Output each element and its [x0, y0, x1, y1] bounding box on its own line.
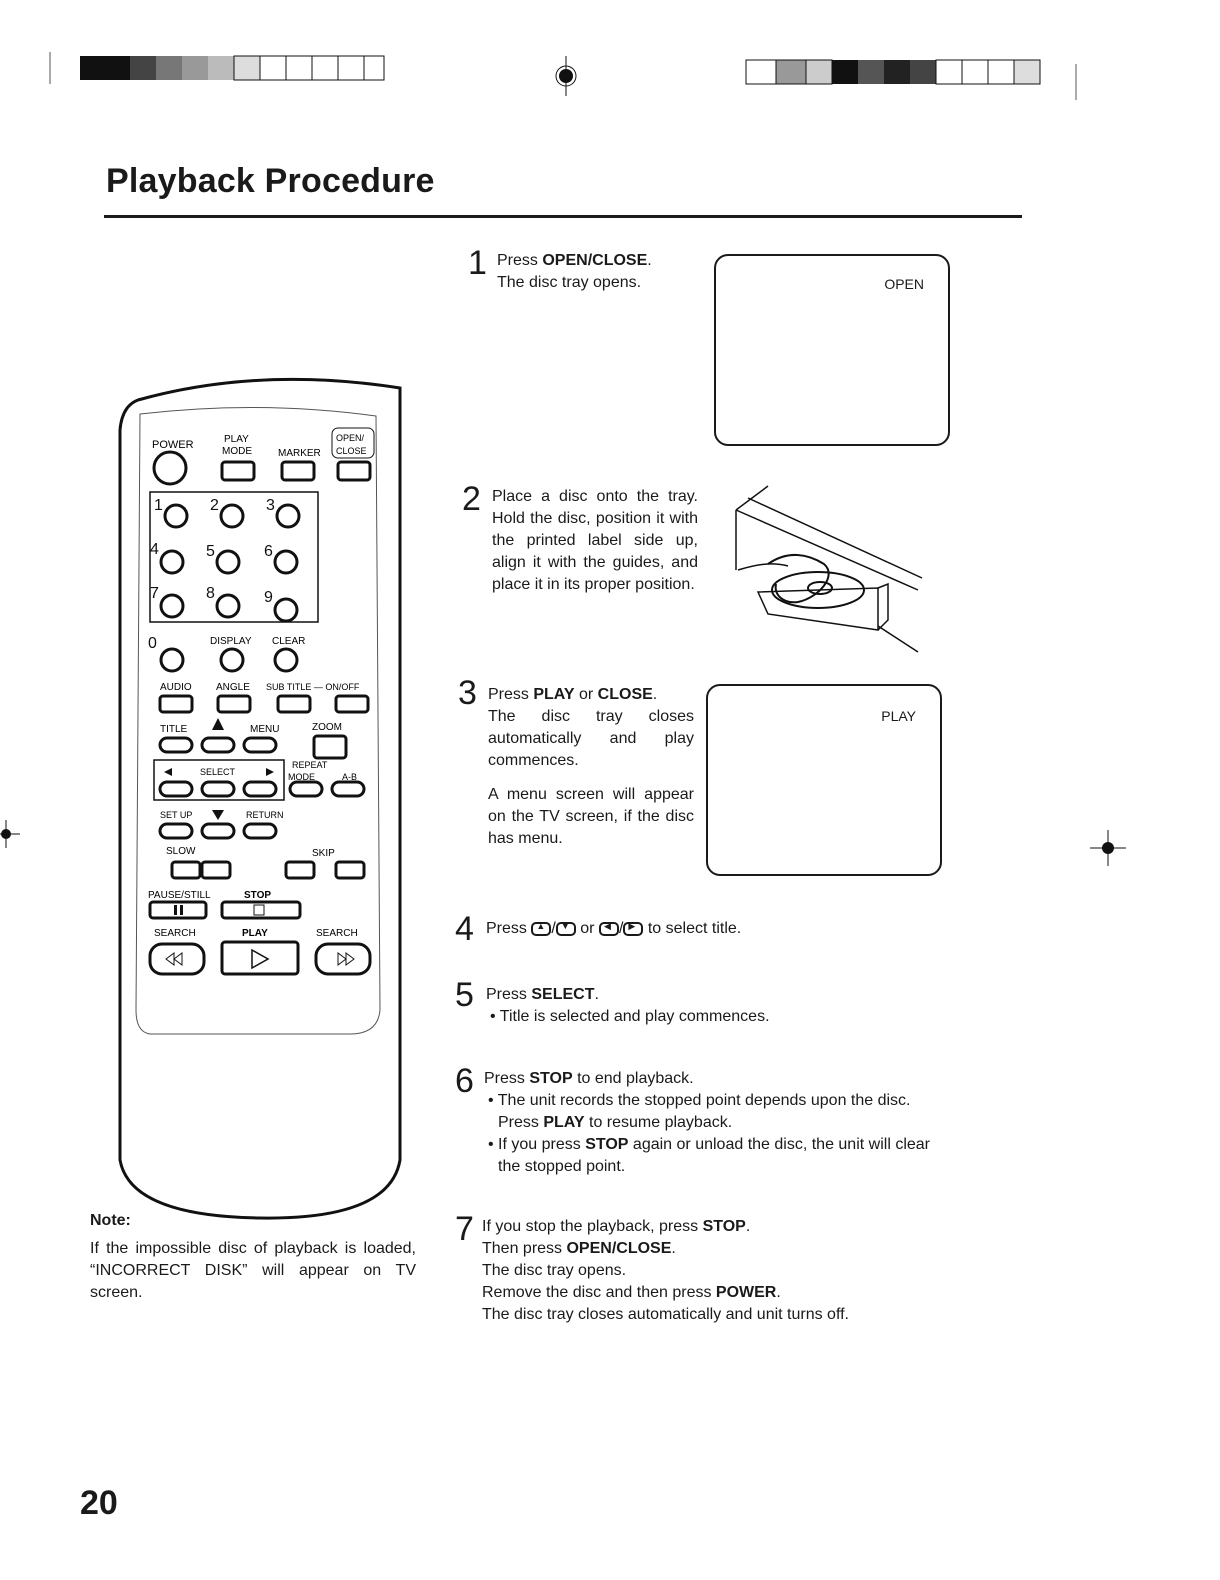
step-7-line-2: Then press OPEN/CLOSE.: [482, 1240, 676, 1257]
remote-control-illustration: [110, 370, 410, 1230]
screen-label-play: PLAY: [881, 708, 916, 724]
step-4-sep2: /: [618, 920, 624, 937]
pause-icon: [174, 905, 177, 915]
title-rule: [104, 215, 1022, 218]
digit-label-1: 1: [154, 497, 163, 514]
left-button-icon: ◀: [599, 922, 619, 936]
remote-audio-label: AUDIO: [160, 682, 192, 693]
step-2-number: 2: [462, 480, 481, 518]
step-3-extra: A menu screen will appear on the TV screen, if the disc has menu.: [488, 786, 694, 847]
step-4-text: [486, 918, 986, 940]
remote-search-left-label: SEARCH: [154, 928, 196, 939]
step-3-text: [488, 684, 694, 850]
step-4-mid: or: [580, 920, 595, 937]
note-text: If the impossible disc of playback is loaded, “INCORRECT DISK” will appear on TV screen.: [90, 1240, 416, 1301]
remote-menu-label: MENU: [250, 724, 280, 735]
step-1-text: [497, 250, 707, 294]
remote-marker-label: MARKER: [278, 448, 321, 459]
step-5-bullet-1: • Title is selected and play commences.: [490, 1008, 770, 1025]
remote-play-label: PLAY: [242, 928, 268, 939]
step-4-pre: Press: [486, 920, 527, 937]
remote-openclose-label-1: OPEN/: [336, 433, 365, 443]
page-number: 20: [80, 1484, 118, 1522]
step-1-number: 1: [468, 244, 487, 282]
screen-label-open: OPEN: [884, 276, 924, 292]
page-title: Playback Procedure: [106, 162, 435, 200]
step-7-number: 7: [455, 1210, 474, 1248]
disc-tray-illustration: [728, 480, 928, 656]
remote-playmode-label-1: PLAY: [224, 434, 249, 445]
crosshair-left-icon: [0, 814, 22, 854]
tv-screen-open: [714, 254, 950, 446]
step-4-number: 4: [455, 910, 474, 948]
step-3-line-1: Press PLAY or CLOSE.: [488, 686, 658, 703]
step-6-main: Press STOP to end playback.: [484, 1070, 694, 1087]
digit-label-5: 5: [206, 543, 215, 560]
remote-mode-label: MODE: [288, 772, 315, 782]
digit-label-9: 9: [264, 589, 273, 606]
remote-return-label: RETURN: [246, 810, 284, 820]
step-1-line-1: Press OPEN/CLOSE.: [497, 252, 652, 269]
remote-power-label: POWER: [152, 439, 194, 451]
crosshair-right-icon: [1088, 828, 1128, 868]
remote-display-label: DISPLAY: [210, 636, 252, 647]
registration-marks: [40, 48, 1080, 108]
remote-slow-label: SLOW: [166, 846, 196, 857]
step-5-text: [486, 984, 986, 1028]
digit-label-6: 6: [264, 543, 273, 560]
remote-skip-label: SKIP: [312, 848, 335, 859]
step-7-line-4: Remove the disc and then press POWER.: [482, 1284, 781, 1301]
remote-select-label: SELECT: [200, 767, 236, 777]
digit-label-7: 7: [150, 585, 159, 602]
step-5-main: Press SELECT.: [486, 986, 599, 1003]
step-6-bullet-1: • The unit records the stopped point depends upon the disc. Press PLAY to resume playback.: [488, 1092, 911, 1131]
step-7-line-5: The disc tray closes automatically and unit turns off.: [482, 1306, 849, 1323]
up-button-icon: ▲: [531, 922, 551, 936]
remote-search-right-label: SEARCH: [316, 928, 358, 939]
tv-screen-play: [706, 684, 942, 876]
step-2-text: Place a disc onto the tray. Hold the disc, position it with the printed label side up, align it with the guides, and place it in its proper position.: [492, 488, 698, 593]
step-7-text: [482, 1216, 982, 1326]
step-7-line-3: The disc tray opens.: [482, 1262, 627, 1279]
step-4-post: to select title.: [647, 920, 742, 937]
step-3-number: 3: [458, 674, 477, 712]
step-4-sep1: /: [551, 920, 556, 937]
digit-label-3: 3: [266, 497, 275, 514]
digit-label-8: 8: [206, 585, 215, 602]
remote-openclose-label-2: CLOSE: [336, 446, 367, 456]
note-heading: Note:: [90, 1212, 131, 1229]
step-1-line-2: The disc tray opens.: [497, 274, 642, 291]
remote-clear-label: CLEAR: [272, 636, 306, 647]
remote-pause-label: PAUSE/STILL: [148, 890, 211, 901]
digit-label-0: 0: [148, 635, 157, 652]
remote-playmode-label-2: MODE: [222, 446, 252, 457]
remote-subtitle-label: SUB TITLE — ON/OFF: [266, 682, 360, 692]
step-6-text: [484, 1068, 954, 1178]
step-3-line-2: The disc tray closes automatically and play commences.: [488, 708, 694, 769]
remote-zoom-label: ZOOM: [312, 722, 342, 733]
remote-stop-label: STOP: [244, 890, 272, 901]
down-button-icon: ▼: [556, 922, 576, 936]
right-button-icon: ▶: [623, 922, 643, 936]
digit-label-4: 4: [150, 541, 159, 558]
remote-setup-label: SET UP: [160, 810, 193, 820]
step-6-bullet-2: • If you press STOP again or unload the disc, the unit will clear the stopped point.: [488, 1136, 930, 1175]
remote-ab-label: A-B: [342, 772, 358, 782]
remote-title-label: TITLE: [160, 724, 188, 735]
remote-repeat-label: REPEAT: [292, 760, 328, 770]
step-5-number: 5: [455, 976, 474, 1014]
step-7-line-1: If you stop the playback, press STOP.: [482, 1218, 751, 1235]
digit-label-2: 2: [210, 497, 219, 514]
step-6-number: 6: [455, 1062, 474, 1100]
remote-angle-label: ANGLE: [216, 682, 250, 693]
